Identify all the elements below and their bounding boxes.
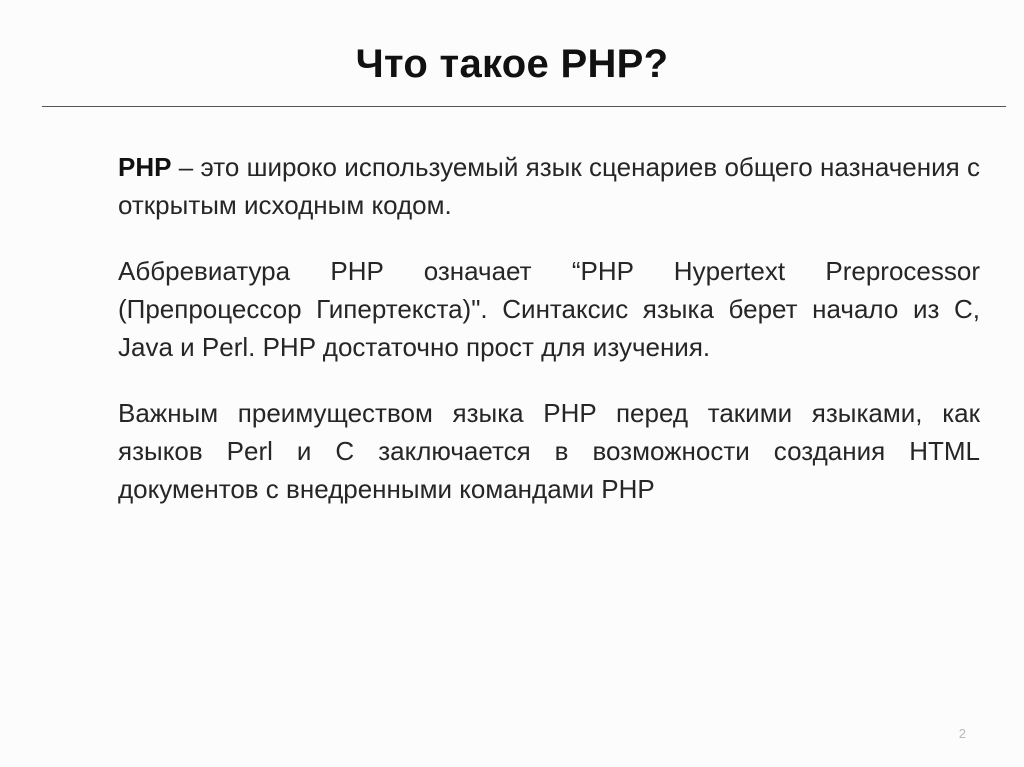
paragraph-abbreviation: Аббревиатура PHP означает “PHP Hypertext Preprocessor (Препроцессор Гипертекста)". Синтаксис языка берет начало из C, Java и Perl. PHP достаточно прост для изучения. <box>118 256 980 362</box>
page-number: 2 <box>958 726 966 741</box>
slide-body <box>118 148 980 536</box>
slide-title: Что такое PHP? <box>355 42 669 86</box>
paragraph-advantage: Важным преимуществом языка PHP перед такими языками, как языков Perl и C заключается в возможности создания HTML документов с внедренными командами PHP <box>118 398 980 504</box>
php-term: PHP <box>118 152 172 182</box>
definition-text: – это широко используемый язык сценариев общего назначения с открытым исходным кодом. <box>118 152 980 220</box>
title-divider <box>42 106 1006 107</box>
paragraph-definition <box>118 148 980 224</box>
